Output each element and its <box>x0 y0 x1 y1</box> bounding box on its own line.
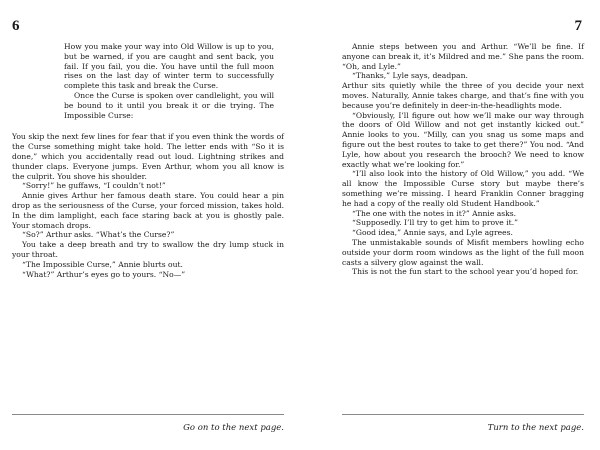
page-number: 6 <box>12 18 20 34</box>
paragraph: “I’ll also look into the history of Old Willow,” you add. “We all know the Impossible Curse story but maybe there’s something we’re missing. I heard Franklin Conner bragging he had a copy of the really old Student Handbook.” <box>342 169 584 208</box>
footer-divider <box>342 414 584 415</box>
paragraph: “So?” Arthur asks. “What’s the Curse?” <box>22 230 175 240</box>
paragraph: “The one with the notes in it?” Annie asks. <box>352 208 517 218</box>
page-number: 7 <box>574 18 582 34</box>
paragraph: “The Impossible Curse,” Annie blurts out. <box>22 259 183 269</box>
page-body <box>342 42 584 277</box>
paragraph: “Supposedly. I’ll try to get him to prove it.” <box>352 218 518 228</box>
paragraph: This is not the fun start to the school year you’d hoped for. <box>352 267 579 277</box>
paragraph: You skip the next few lines for fear that if you even think the words of the Curse something might take hold. The letter ends with “So it is done,” which you accidentally read out loud. Lightning strikes and thunder claps. Everyone jumps. Even Arthur, whom you all know is the culprit. You shove his shoulder. <box>12 132 284 181</box>
paragraph: You take a deep breath and try to swallow the dry lump stuck in your throat. <box>12 240 284 259</box>
page-footer: Turn to the next page. <box>487 423 584 433</box>
paragraph: Arthur sits quietly while the three of you decide your next moves. Naturally, Annie takes charge, and that’s fine with you because you’re definitely in deer-in-the-headlights mode. <box>342 81 584 110</box>
footer-divider <box>12 414 284 415</box>
paragraph: “Sorry!” he guffaws, “I couldn’t not!” <box>22 181 166 191</box>
paragraph: “Good idea,” Annie says, and Lyle agrees. <box>352 228 513 238</box>
paragraph: “Obviously, I’ll figure out how we’ll make our way through the doors of Old Willow and not get instantly kicked out.” Annie looks to you. “Milly, can you snag us some maps and figure out the best routes to take to get there?” You nod. “And Lyle, how about you research the brooch? We need to know exactly what we’re looking for.” <box>342 110 584 169</box>
curse-paragraph: How you make your way into Old Willow is up to you, but be warned, if you are caught and sent back, you fail. If you fail, you die. You have until the full moon rises on the last day of winter term to successfully complete this task and break the Curse. <box>64 42 274 91</box>
curse-paragraph: Once the Curse is spoken over candlelight, you will be bound to it until you break it or die trying. The Impossible Curse: <box>64 90 274 120</box>
paragraph: Annie steps between you and Arthur. “We’ll be fine. If anyone can break it, it’s Mildred and me.” She pans the room. “Oh, and Lyle.” <box>342 42 584 71</box>
paragraph: “What?” Arthur’s eyes go to yours. “No—” <box>22 269 186 279</box>
paragraph: Annie gives Arthur her famous death stare. You could hear a pin drop as the seriousness of the Curse, your forced mission, takes hold. In the dim lamplight, each face staring back at you is ghostly pale. Your stomach drops. <box>12 191 284 230</box>
page-footer: Go on to the next page. <box>183 423 284 433</box>
paragraph: The unmistakable sounds of Misfit members howling echo outside your dorm room windows as the light of the full moon casts a silvery glow against the wall. <box>342 237 584 267</box>
paragraph: “Thanks,” Lyle says, deadpan. <box>352 71 468 81</box>
page-body <box>12 42 284 279</box>
curse-letter <box>64 42 274 120</box>
right-page <box>300 0 600 450</box>
